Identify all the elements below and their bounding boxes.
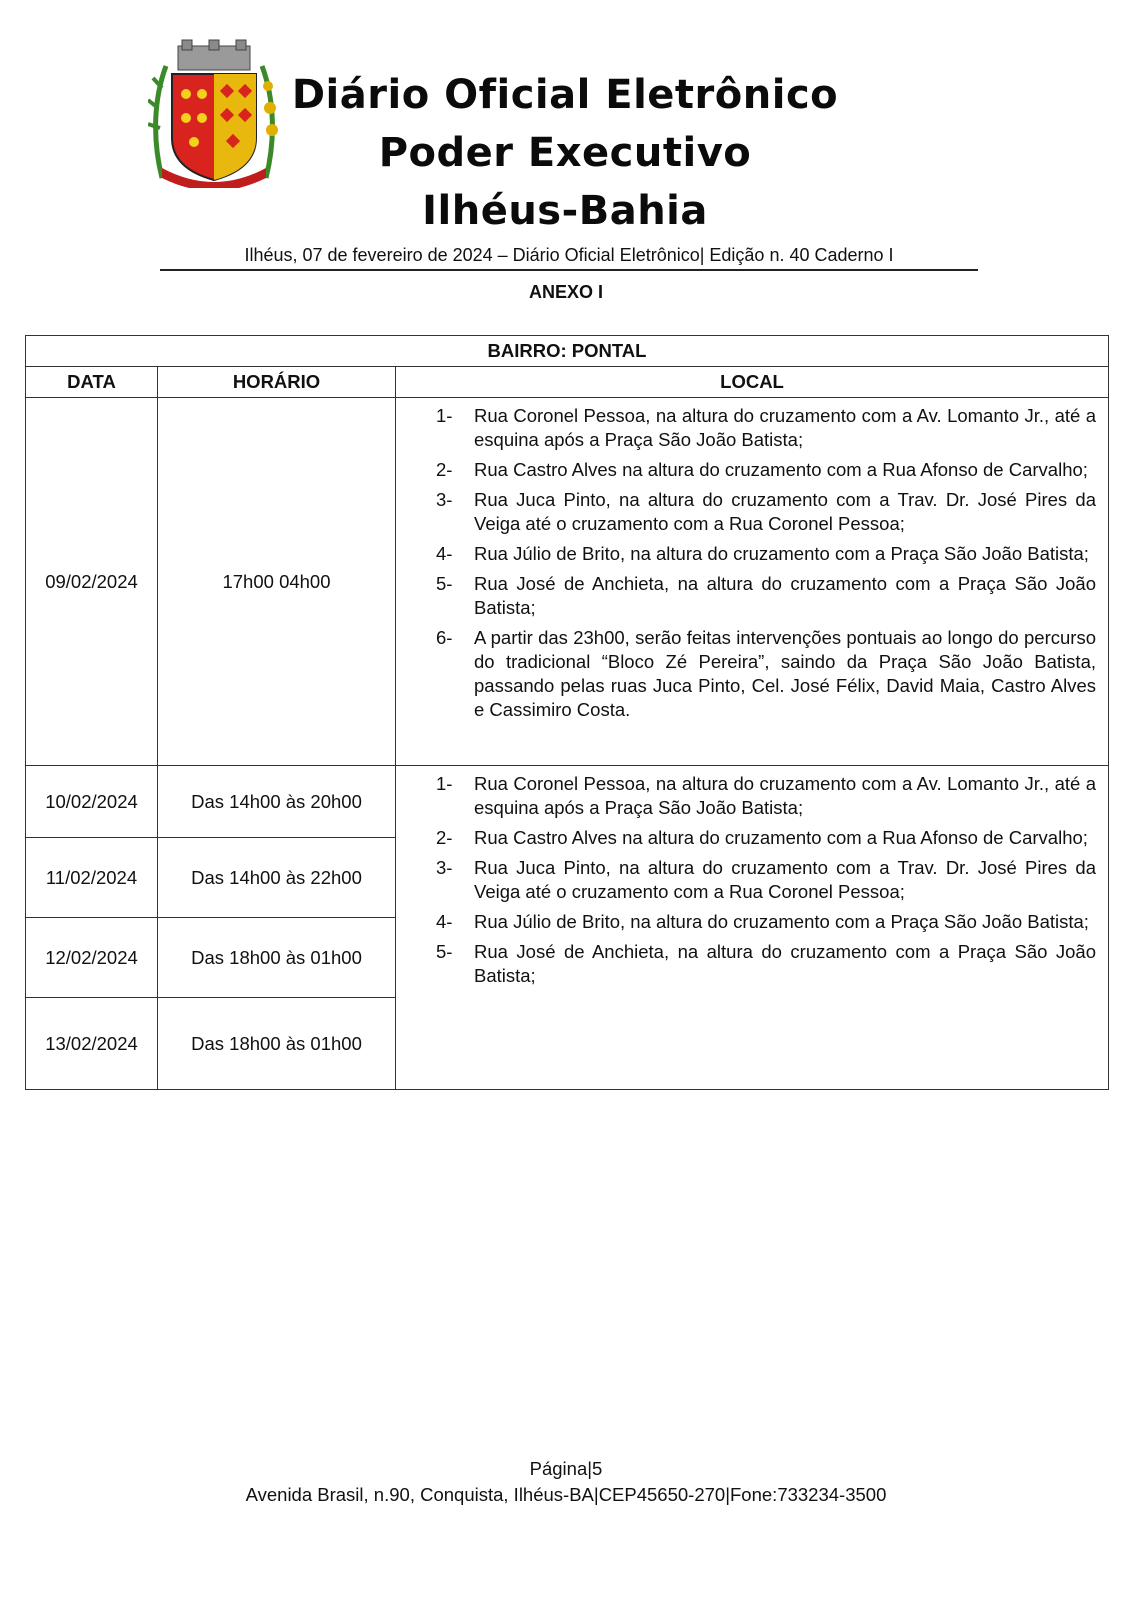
schedule-table (25, 335, 1109, 1090)
item-number: 5- (436, 941, 453, 962)
date-cell: 11/02/2024 (26, 838, 158, 918)
list-item (436, 626, 1096, 722)
annex-title: ANEXO I (528, 282, 603, 302)
item-number: 3- (436, 489, 453, 510)
item-text: Rua Júlio de Brito, na altura do cruzamento com a Praça São João Batista; (474, 543, 1089, 564)
time-cell: Das 18h00 às 01h00 (158, 918, 396, 998)
table-row (26, 398, 1109, 766)
local-list (436, 772, 1096, 988)
item-number: 1- (436, 405, 453, 426)
list-item (436, 910, 1096, 934)
local-cell (396, 766, 1109, 1090)
column-header-data: DATA (26, 367, 158, 398)
item-text: Rua Juca Pinto, na altura do cruzamento com a Trav. Dr. José Pires da Veiga até o cruzamento com a Rua Coronel Pessoa; (474, 489, 1096, 534)
item-text: Rua José de Anchieta, na altura do cruzamento com a Praça São João Batista; (474, 573, 1096, 618)
table-row (26, 766, 1109, 838)
item-number: 4- (436, 543, 453, 564)
masthead-title (280, 66, 850, 240)
item-text: Rua Castro Alves na altura do cruzamento com a Rua Afonso de Carvalho; (474, 459, 1088, 480)
time-cell: 17h00 04h00 (158, 398, 396, 766)
edition-subheader: Ilhéus, 07 de fevereiro de 2024 – Diário Oficial Eletrônico| Edição n. 40 Caderno I (160, 243, 978, 271)
item-text: Rua Júlio de Brito, na altura do cruzamento com a Praça São João Batista; (474, 911, 1089, 932)
date-cell: 12/02/2024 (26, 918, 158, 998)
item-text: Rua Coronel Pessoa, na altura do cruzamento com a Av. Lomanto Jr., até a esquina após a Praça São João Batista; (474, 773, 1096, 818)
time-cell: Das 14h00 às 20h00 (158, 766, 396, 838)
item-number: 3- (436, 857, 453, 878)
list-item (436, 856, 1096, 904)
list-item (436, 458, 1096, 482)
title-line-2: Poder Executivo (378, 130, 752, 176)
date-cell: 13/02/2024 (26, 998, 158, 1090)
column-header-horario: HORÁRIO (158, 367, 396, 398)
list-item (436, 940, 1096, 988)
list-item (436, 404, 1096, 452)
list-item (436, 488, 1096, 536)
column-header-local: LOCAL (396, 367, 1109, 398)
item-text: Rua José de Anchieta, na altura do cruzamento com a Praça São João Batista; (474, 941, 1096, 986)
item-text: Rua Juca Pinto, na altura do cruzamento com a Trav. Dr. José Pires da Veiga até o cruzamento com a Rua Coronel Pessoa; (474, 857, 1096, 902)
item-text: Rua Castro Alves na altura do cruzamento com a Rua Afonso de Carvalho; (474, 827, 1088, 848)
title-line-3: Ilhéus-Bahia (422, 188, 708, 234)
local-list (436, 404, 1096, 722)
time-cell: Das 14h00 às 22h00 (158, 838, 396, 918)
item-text: A partir das 23h00, serão feitas intervenções pontuais ao longo do percurso do tradicional “Bloco Zé Pereira”, saindo da Praça São João Batista, passando pelas ruas Juca Pinto, Cel. José Félix, David Maia, Castro Alves e Cassimiro Costa. (474, 627, 1096, 720)
page-footer (0, 1456, 1132, 1508)
date-cell: 10/02/2024 (26, 766, 158, 838)
bairro-header: BAIRRO: PONTAL (26, 336, 1109, 367)
list-item (436, 772, 1096, 820)
item-text: Rua Coronel Pessoa, na altura do cruzamento com a Av. Lomanto Jr., até a esquina após a Praça São João Batista; (474, 405, 1096, 450)
time-cell: Das 18h00 às 01h00 (158, 998, 396, 1090)
item-number: 2- (436, 827, 453, 848)
coat-of-arms-icon (148, 38, 280, 188)
item-number: 6- (436, 627, 453, 648)
page-number: Página|5 (529, 1458, 603, 1479)
list-item (436, 572, 1096, 620)
item-number: 5- (436, 573, 453, 594)
list-item (436, 542, 1096, 566)
item-number: 1- (436, 773, 453, 794)
item-number: 4- (436, 911, 453, 932)
date-cell: 09/02/2024 (26, 398, 158, 766)
item-number: 2- (436, 459, 453, 480)
list-item (436, 826, 1096, 850)
title-line-1: Diário Oficial Eletrônico (291, 72, 839, 118)
local-cell (396, 398, 1109, 766)
footer-address: Avenida Brasil, n.90, Conquista, Ilhéus-BA|CEP45650-270|Fone:733234-3500 (245, 1484, 887, 1505)
